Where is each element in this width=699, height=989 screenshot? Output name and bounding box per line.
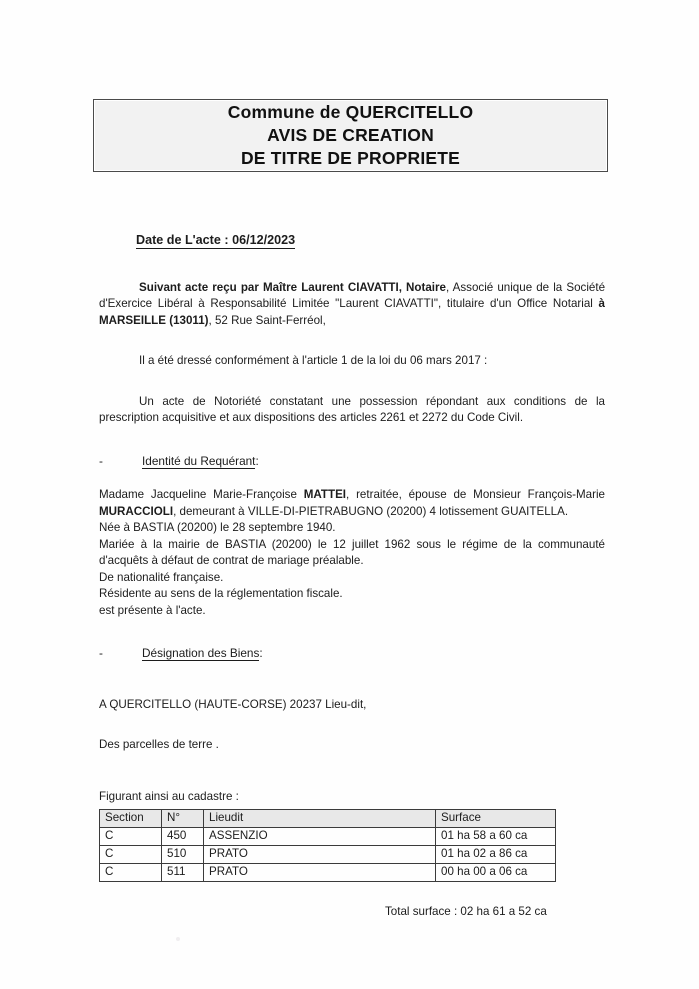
identity-birth-line: Née à BASTIA (20200) le 28 septembre 1940. (99, 521, 336, 535)
title-line-commune: Commune de QUERCITELLO (227, 101, 474, 122)
table-header-row (100, 810, 556, 828)
cell-surface: 00 ha 00 a 06 ca (436, 864, 556, 882)
identity-block (99, 487, 605, 619)
cell-lieudit: PRATO (204, 864, 436, 882)
cell-lieudit: ASSENZIO (204, 828, 436, 846)
section-colon-designation: : (259, 645, 263, 660)
identity-given-names: Madame Jacqueline Marie-Françoise (99, 488, 304, 502)
scan-artifact (176, 937, 180, 941)
section-label-designation: Désignation des Biens (142, 645, 260, 660)
identity-spouse-intro: , retraitée, épouse de Monsieur François-Marie (346, 488, 605, 502)
total-surface-line: Total surface : 02 ha 61 a 52 ca (385, 905, 547, 919)
bullet-dash-icon: - (99, 645, 103, 660)
cell-number: 510 (162, 846, 204, 864)
bullet-dash-icon: - (99, 453, 103, 468)
column-header-section: Section (100, 810, 162, 828)
designation-parcels-line: Des parcelles de terre . (99, 738, 219, 752)
identity-residence-line: Résidente au sens de la réglementation fiscale. (99, 587, 343, 601)
identity-surname-muraccioli: MURACCIOLI (99, 504, 174, 518)
section-heading-designation (99, 645, 605, 662)
identity-presence-line: est présente à l'acte. (99, 603, 206, 617)
column-header-number: N° (162, 810, 204, 828)
section-heading-identity (99, 453, 605, 470)
cell-surface: 01 ha 02 a 86 ca (436, 846, 556, 864)
table-row (100, 864, 556, 882)
section-label-identity: Identité du Requérant (142, 453, 256, 468)
cell-surface: 01 ha 58 a 60 ca (436, 828, 556, 846)
identity-nationality-line: De nationalité française. (99, 570, 224, 584)
title-line-avis: AVIS DE CREATION (267, 124, 434, 145)
cell-number: 450 (162, 828, 204, 846)
cadastre-table (99, 809, 556, 882)
act-date-text: Date de L'acte : 06/12/2023 (136, 233, 296, 247)
notoriety-paragraph: Un acte de Notoriété constatant une possession répondant aux conditions de la prescription acquisitive et aux dispositions des articles 2261 et 2272 du Code Civil. (99, 394, 605, 425)
cell-number: 511 (162, 864, 204, 882)
notary-details-text: , Associé unique de la Société d'Exercice Libéral à Responsabilité Limitée "Laurent CIAVATTI", titulaire d'un Office Notarial (99, 280, 606, 311)
cadastre-intro-line: Figurant ainsi au cadastre : (99, 789, 239, 803)
cell-section: C (100, 864, 162, 882)
law-reference-paragraph: Il a été dressé conformément à l'article 1 de la loi du 06 mars 2017 : (139, 354, 488, 368)
column-header-surface: Surface (436, 810, 556, 828)
column-header-lieudit: Lieudit (204, 810, 436, 828)
identity-surname-mattei: MATTEI (303, 488, 347, 502)
cell-section: C (100, 846, 162, 864)
notary-address-text: , 52 Rue Saint-Ferréol, (208, 313, 326, 327)
notary-city-bold: à MARSEILLE (13011) (99, 297, 605, 327)
act-date-line (136, 232, 605, 250)
document-body (99, 232, 605, 932)
section-colon-identity: : (255, 453, 259, 468)
notary-paragraph (99, 280, 605, 329)
cell-lieudit: PRATO (204, 846, 436, 864)
table-row (100, 846, 556, 864)
document-title-box (93, 99, 608, 172)
notary-name-bold: Suivant acte reçu par Maître Laurent CIAVATTI, Notaire (139, 280, 446, 294)
identity-marriage-line: Mariée à la mairie de BASTIA (20200) le 12 juillet 1962 sous le régime de la communauté d'acquêts à défaut de contrat de mariage préalable. (99, 537, 605, 568)
identity-main-line (99, 487, 605, 520)
title-line-titre: DE TITRE DE PROPRIETE (240, 148, 461, 169)
table-row (100, 828, 556, 846)
cell-section: C (100, 828, 162, 846)
identity-address: , demeurant à VILLE-DI-PIETRABUGNO (20200) 4 lotissement GUAITELLA. (173, 504, 569, 518)
designation-location-line: A QUERCITELLO (HAUTE-CORSE) 20237 Lieu-dit, (99, 697, 367, 711)
